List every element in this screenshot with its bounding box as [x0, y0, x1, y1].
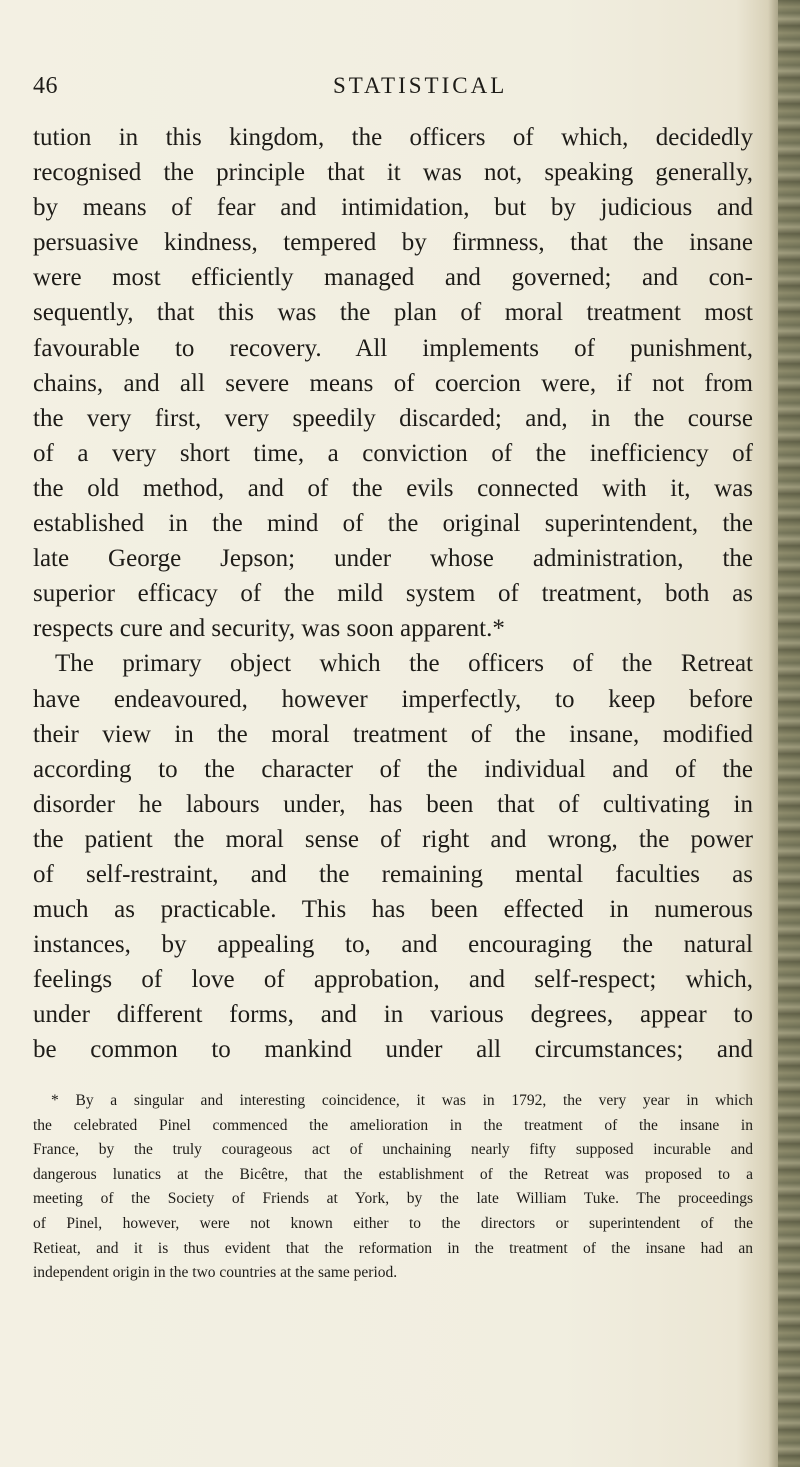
- footnote-line: dangerous lunatics at the Bicêtre, that the establishment of the Retreat was proposed to a: [33, 1165, 753, 1183]
- body-line: under different forms, and in various degrees, appear to: [33, 1001, 753, 1029]
- body-line: disorder he labours under, has been that of cultivating in: [33, 790, 753, 818]
- body-text: [33, 120, 753, 1068]
- paragraph-start-line: The primary object which the officers of the Retreat: [55, 650, 753, 678]
- body-line: late George Jepson; under whose administration, the: [33, 545, 753, 573]
- body-line: of a very short time, a conviction of the inefficiency of: [33, 439, 753, 467]
- body-line: favourable to recovery. All implements of punishment,: [33, 334, 753, 362]
- body-line: be common to mankind under all circumstances; and: [33, 1036, 753, 1064]
- body-line: recognised the principle that it was not, speaking generally,: [33, 159, 753, 187]
- footnote-line: the celebrated Pinel commenced the amelioration in the treatment of the insane in: [33, 1116, 753, 1134]
- body-line: of self-restraint, and the remaining mental faculties as: [33, 860, 753, 888]
- body-line: respects cure and security, was soon apparent.*: [33, 615, 505, 643]
- body-line: feelings of love of approbation, and self-respect; which,: [33, 966, 753, 994]
- footnote-line: * By a singular and interesting coincidence, it was in 1792, the very year in which: [51, 1092, 753, 1109]
- body-line: persuasive kindness, tempered by firmness, that the insane: [33, 229, 753, 257]
- body-line: the patient the moral sense of right and wrong, the power: [33, 825, 753, 853]
- footnote-line: meeting of the Society of Friends at York, by the late William Tuke. The proceedings: [33, 1190, 753, 1208]
- footnote-line: Retieat, and it is thus evident that the reformation in the treatment of the insane had an: [33, 1239, 753, 1257]
- running-head: STATISTICAL: [333, 73, 508, 98]
- body-line: have endeavoured, however imperfectly, to keep before: [33, 685, 753, 713]
- page-edge-shadow: [778, 0, 800, 1467]
- footnote-line: independent origin in the two countries at the same period.: [33, 1264, 398, 1282]
- body-line: sequently, that this was the plan of moral treatment most: [33, 299, 753, 327]
- body-line: instances, by appealing to, and encouraging the natural: [33, 931, 753, 959]
- footnote: [33, 1089, 753, 1286]
- body-line: by means of fear and intimidation, but by judicious and: [33, 194, 753, 222]
- body-line: the old method, and of the evils connected with it, was: [33, 474, 753, 502]
- body-line: were most efficiently managed and governed; and con-: [33, 264, 753, 292]
- body-line: much as practicable. This has been effected in numerous: [33, 896, 753, 924]
- footnote-line: of Pinel, however, were not known either to the directors or superintendent of the: [33, 1214, 753, 1232]
- footnote-line: France, by the truly courageous act of unchaining nearly fifty supposed incurable and: [33, 1141, 753, 1159]
- body-line: chains, and all severe means of coercion were, if not from: [33, 369, 753, 397]
- body-line: superior efficacy of the mild system of treatment, both as: [33, 580, 753, 608]
- body-line: their view in the moral treatment of the insane, modified: [33, 720, 753, 748]
- page-header: [33, 73, 753, 103]
- page-number: 46: [33, 73, 58, 99]
- body-line: established in the mind of the original superintendent, the: [33, 510, 753, 538]
- body-line: the very first, very speedily discarded; and, in the course: [33, 404, 753, 432]
- body-line: tution in this kingdom, the officers of which, decidedly: [33, 124, 753, 151]
- body-line: according to the character of the individual and of the: [33, 755, 753, 783]
